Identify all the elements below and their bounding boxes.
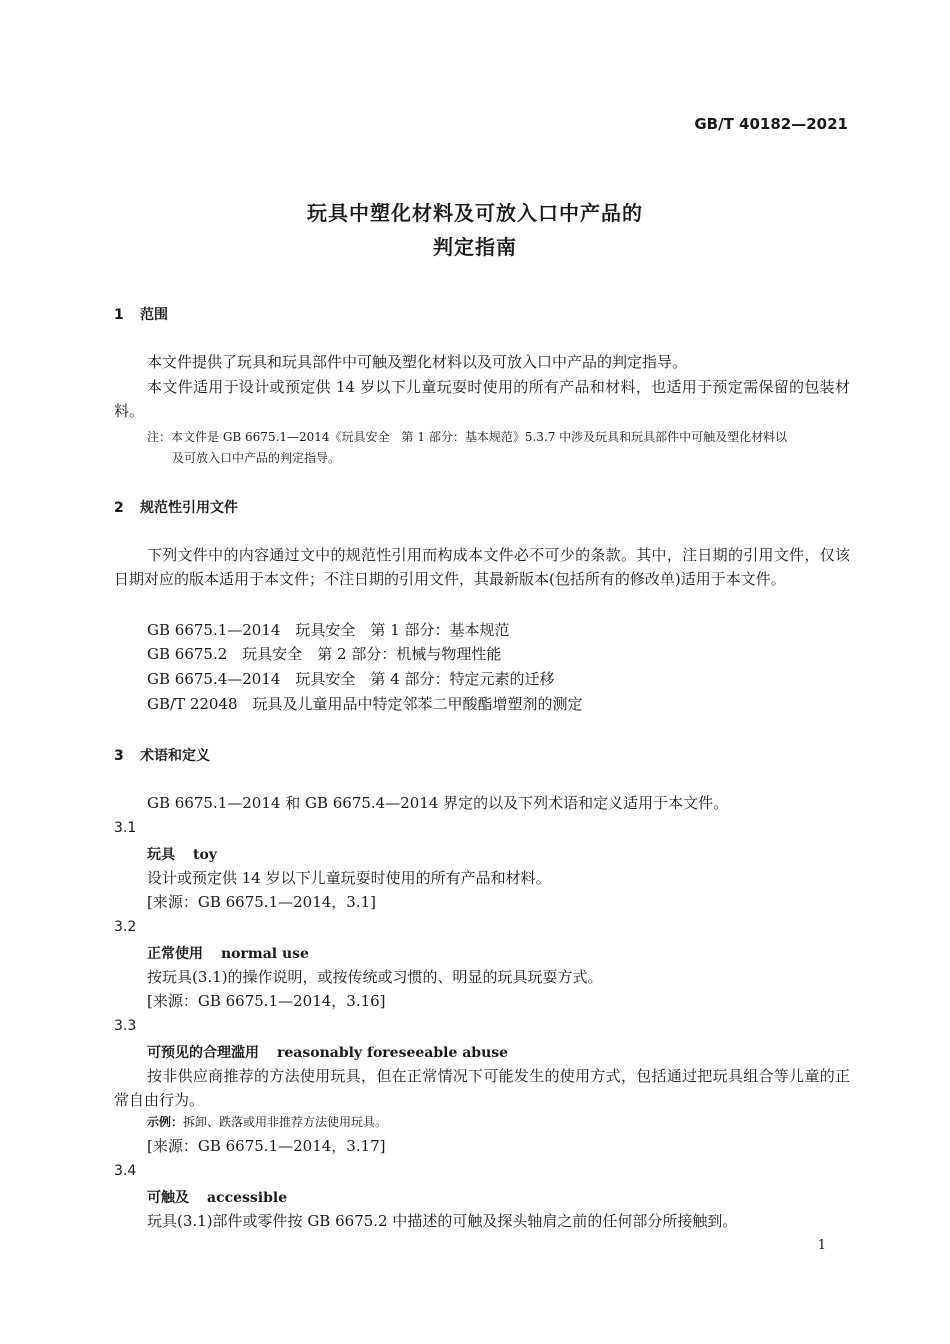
page-number: 1 xyxy=(817,1238,826,1253)
standard-code: GB/T 40182—2021 xyxy=(694,115,848,133)
term-zh: 可触及 xyxy=(147,1190,189,1206)
section-2-heading xyxy=(114,497,238,517)
term-definition: 按非供应商推荐的方法使用玩具，但在正常情况下可能发生的使用方式，包括通过把玩具组合等儿童的正常自由行为。 xyxy=(114,1067,850,1109)
clause-number: 3.3 xyxy=(114,1018,137,1034)
reference-item: GB 6675.2 玩具安全 第 2 部分：机械与物理性能 xyxy=(147,645,502,663)
section-number: 3 xyxy=(114,748,124,764)
term-definition: 玩具(3.1)部件或零件按 GB 6675.2 中描述的可触及探头轴肩之前的任何部分所接触到。 xyxy=(147,1212,738,1230)
clause-number: 3.2 xyxy=(114,919,137,935)
term-zh: 玩具 xyxy=(147,847,175,863)
term-en: toy xyxy=(193,847,217,863)
section-title: 规范性引用文件 xyxy=(140,500,238,516)
term-definition: 设计或预定供 14 岁以下儿童玩耍时使用的所有产品和材料。 xyxy=(147,869,551,887)
term-example xyxy=(147,1111,387,1133)
term-en: normal use xyxy=(221,946,309,962)
term-zh: 正常使用 xyxy=(147,946,203,962)
term-source: [来源：GB 6675.1—2014，3.17] xyxy=(147,1137,386,1155)
term-en: accessible xyxy=(207,1190,288,1206)
scope-note-line2: 及可放入口中产品的判定指导。 xyxy=(172,451,341,465)
section-3-heading xyxy=(114,745,210,765)
term-heading xyxy=(147,844,217,864)
section-title: 术语和定义 xyxy=(140,748,210,764)
section-number: 1 xyxy=(114,307,124,323)
clause-number: 3.4 xyxy=(114,1163,137,1179)
term-heading xyxy=(147,943,309,963)
reference-item: GB 6675.1—2014 玩具安全 第 1 部分：基本规范 xyxy=(147,621,510,639)
normative-references-paragraph: 下列文件中的内容通过文中的规范性引用而构成本文件必不可少的条款。其中，注日期的引用文件，仅该日期对应的版本适用于本文件；不注日期的引用文件，其最新版本(包括所有的修改单)适用于本文件。 xyxy=(114,546,850,588)
document-title-line2: 判定指南 xyxy=(433,235,517,259)
term-heading xyxy=(147,1187,287,1207)
section-1-heading xyxy=(114,304,168,324)
scope-note-line1: 注：本文件是 GB 6675.1—2014《玩具安全 第 1 部分：基本规范》5.3.7 中涉及玩具和玩具部件中可触及塑化材料以 xyxy=(147,430,788,444)
scope-paragraph-2: 本文件适用于设计或预定供 14 岁以下儿童玩耍时使用的所有产品和材料，也适用于预定需保留的包装材料。 xyxy=(114,378,850,420)
term-definition: 按玩具(3.1)的操作说明，或按传统或习惯的、明显的玩具玩耍方式。 xyxy=(147,968,603,986)
term-en: reasonably foreseeable abuse xyxy=(277,1045,509,1061)
scope-paragraph-1: 本文件提供了玩具和玩具部件中可触及塑化材料以及可放入口中产品的判定指导。 xyxy=(147,353,688,371)
document-title-line1: 玩具中塑化材料及可放入口中产品的 xyxy=(307,201,643,225)
section-title: 范围 xyxy=(140,307,168,323)
term-heading xyxy=(147,1042,508,1062)
reference-item: GB 6675.4—2014 玩具安全 第 4 部分：特定元素的迁移 xyxy=(147,670,555,688)
reference-item: GB/T 22048 玩具及儿童用品中特定邻苯二甲酸酯增塑剂的测定 xyxy=(147,695,583,713)
example-label: 示例： xyxy=(147,1115,184,1129)
term-source: [来源：GB 6675.1—2014，3.1] xyxy=(147,893,376,911)
term-source: [来源：GB 6675.1—2014，3.16] xyxy=(147,992,386,1010)
clause-number: 3.1 xyxy=(114,820,137,836)
example-text: 拆卸、跌落或用非推荐方法使用玩具。 xyxy=(183,1115,388,1129)
section-number: 2 xyxy=(114,500,124,516)
terms-intro: GB 6675.1—2014 和 GB 6675.4—2014 界定的以及下列术语和定义适用于本文件。 xyxy=(147,794,729,812)
term-zh: 可预见的合理滥用 xyxy=(147,1045,259,1061)
